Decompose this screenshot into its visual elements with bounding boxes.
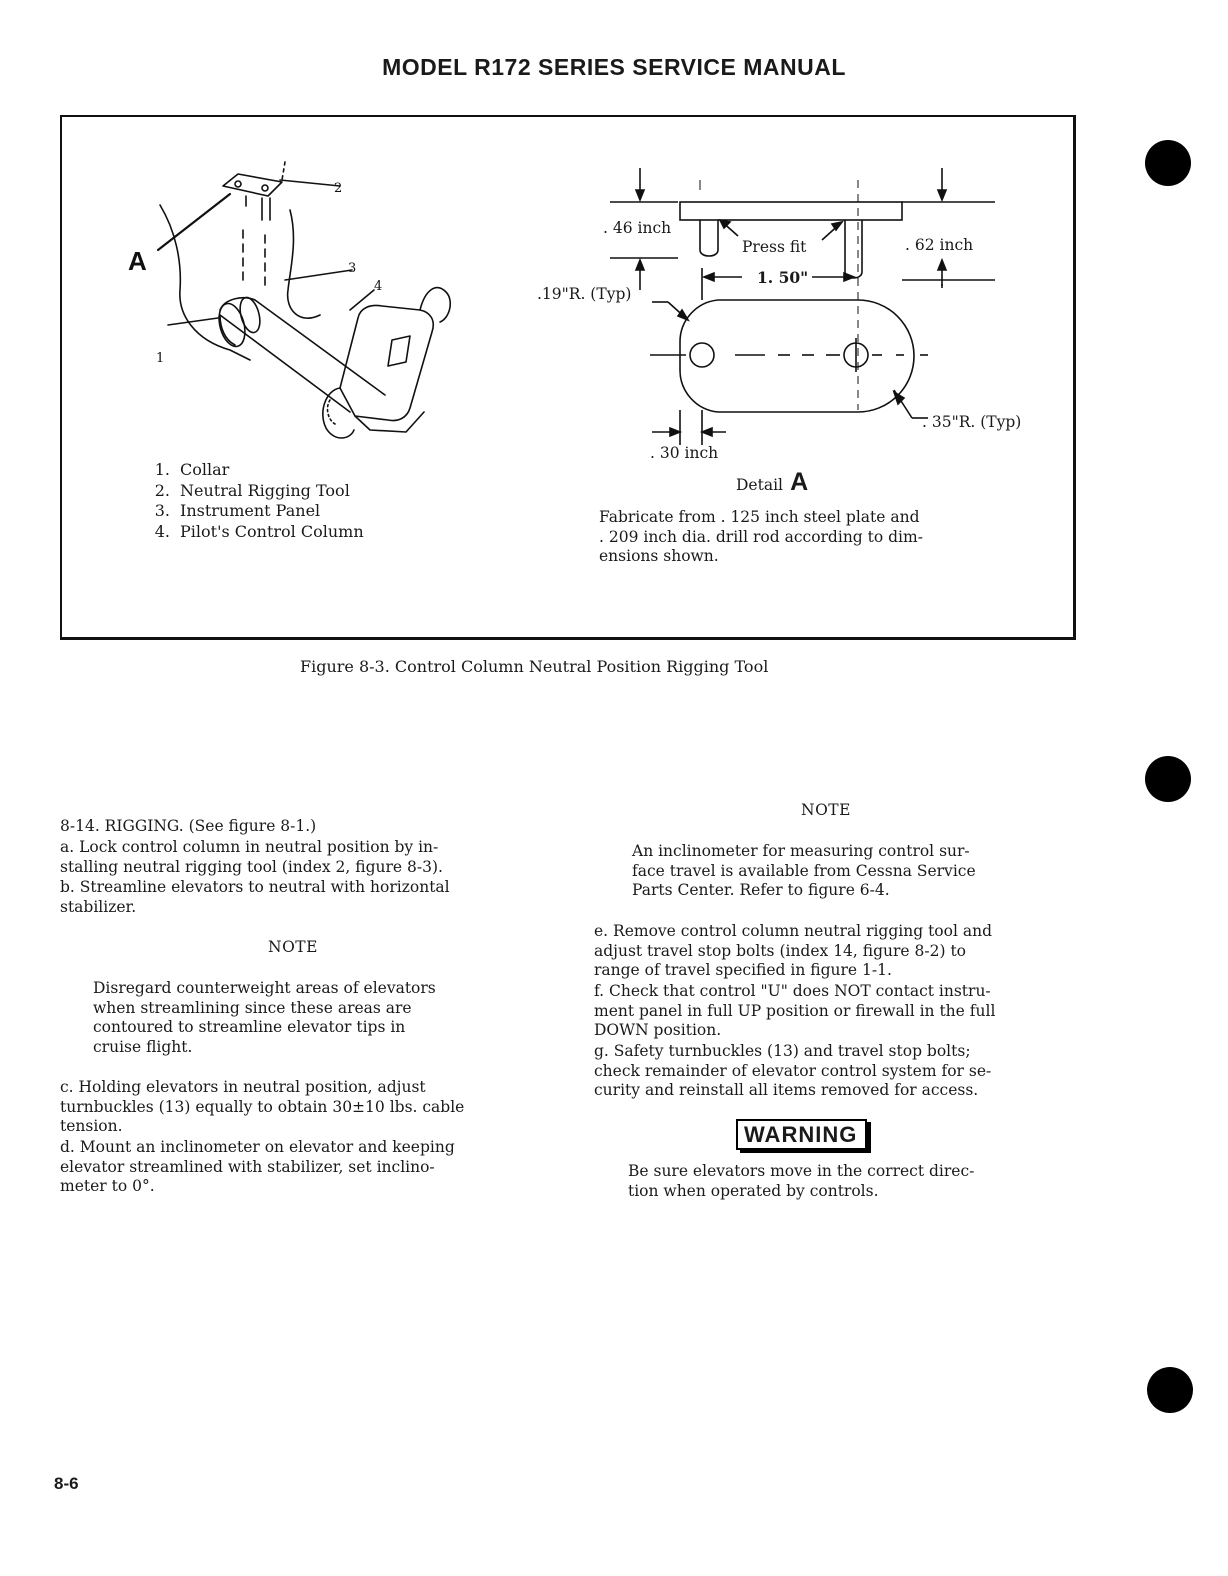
callout-4: 4 <box>374 279 383 294</box>
callout-1: 1 <box>156 351 165 366</box>
radius-35-typ: . 35"R. (Typ) <box>922 413 1022 431</box>
paragraph-f: f. Check that control "U" does NOT contact instru- ment panel in full UP position or firewall in the full DOWN position. <box>594 982 996 1039</box>
section-heading-rigging: 8-14. RIGGING. (See figure 8-1.) <box>60 817 317 835</box>
radius-19-typ: .19"R. (Typ) <box>537 285 632 303</box>
legend-item: 4. Pilot's Control Column <box>154 521 364 541</box>
legend-item: 2. Neutral Rigging Tool <box>154 480 350 500</box>
callout-detail-a: A <box>128 246 147 276</box>
punch-hole-bottom <box>1147 1367 1193 1413</box>
fabricate-instructions: Fabricate from . 125 inch steel plate and . 209 inch dia. drill rod according to dim- ensions shown. <box>599 508 923 565</box>
paragraph-c: c. Holding elevators in neutral position, adjust turnbuckles (13) equally to obtain 30±10 lbs. cable tension. <box>60 1078 465 1135</box>
note-text-right: An inclinometer for measuring control sur- face travel is available from Cessna Service Parts Center. Refer to figure 6-4. <box>632 842 976 899</box>
page-header-title: MODEL R172 SERIES SERVICE MANUAL <box>382 54 846 80</box>
note-text-left: Disregard counterweight areas of elevators when streamlining since these areas are contoured to streamline elevator tips in cruise flight. <box>93 979 436 1056</box>
figure-caption: Figure 8-3. Control Column Neutral Position Rigging Tool <box>300 657 769 676</box>
note-title-right: NOTE <box>801 801 851 819</box>
detail-a-label: Detail A <box>736 468 809 496</box>
warning-badge: WARNING <box>736 1119 867 1150</box>
punch-hole-middle <box>1145 756 1191 802</box>
figure-legend <box>142 460 364 542</box>
paragraph-g: g. Safety turnbuckles (13) and travel stop bolts; check remainder of elevator control system for se- curity and reinstall all items removed for access. <box>594 1042 992 1099</box>
legend-item: 1. Collar <box>154 460 230 479</box>
dimension-46-inch: . 46 inch <box>603 219 672 237</box>
callout-3: 3 <box>348 261 357 276</box>
dimension-30-inch: . 30 inch <box>650 444 719 462</box>
control-column-illustration <box>120 150 480 450</box>
detail-a-drawing <box>590 160 1030 450</box>
paragraph-d: d. Mount an inclinometer on elevator and keeping elevator streamlined with stabilizer, set inclino- meter to 0°. <box>60 1138 455 1195</box>
paragraph-e: e. Remove control column neutral rigging tool and adjust travel stop bolts (index 14, figure 8-2) to range of travel specified in figure 1-1. <box>594 922 992 979</box>
paragraph-b: b. Streamline elevators to neutral with horizontal stabilizer. <box>60 878 450 916</box>
callout-2: 2 <box>334 181 343 196</box>
legend-item: 3. Instrument Panel <box>154 501 321 520</box>
press-fit-label: Press fit <box>742 238 807 256</box>
rigging-tool-plate <box>223 174 282 196</box>
dimension-62-inch: . 62 inch <box>905 236 974 254</box>
page-number: 8-6 <box>54 1474 79 1493</box>
paragraph-a: a. Lock control column in neutral position by in- stalling neutral rigging tool (index 2, figure 8-3). <box>60 838 443 876</box>
warning-text: Be sure elevators move in the correct direc- tion when operated by controls. <box>628 1162 975 1200</box>
dimension-150: 1. 50" <box>757 268 809 287</box>
punch-hole-top <box>1145 140 1191 186</box>
note-title-left: NOTE <box>268 938 318 956</box>
